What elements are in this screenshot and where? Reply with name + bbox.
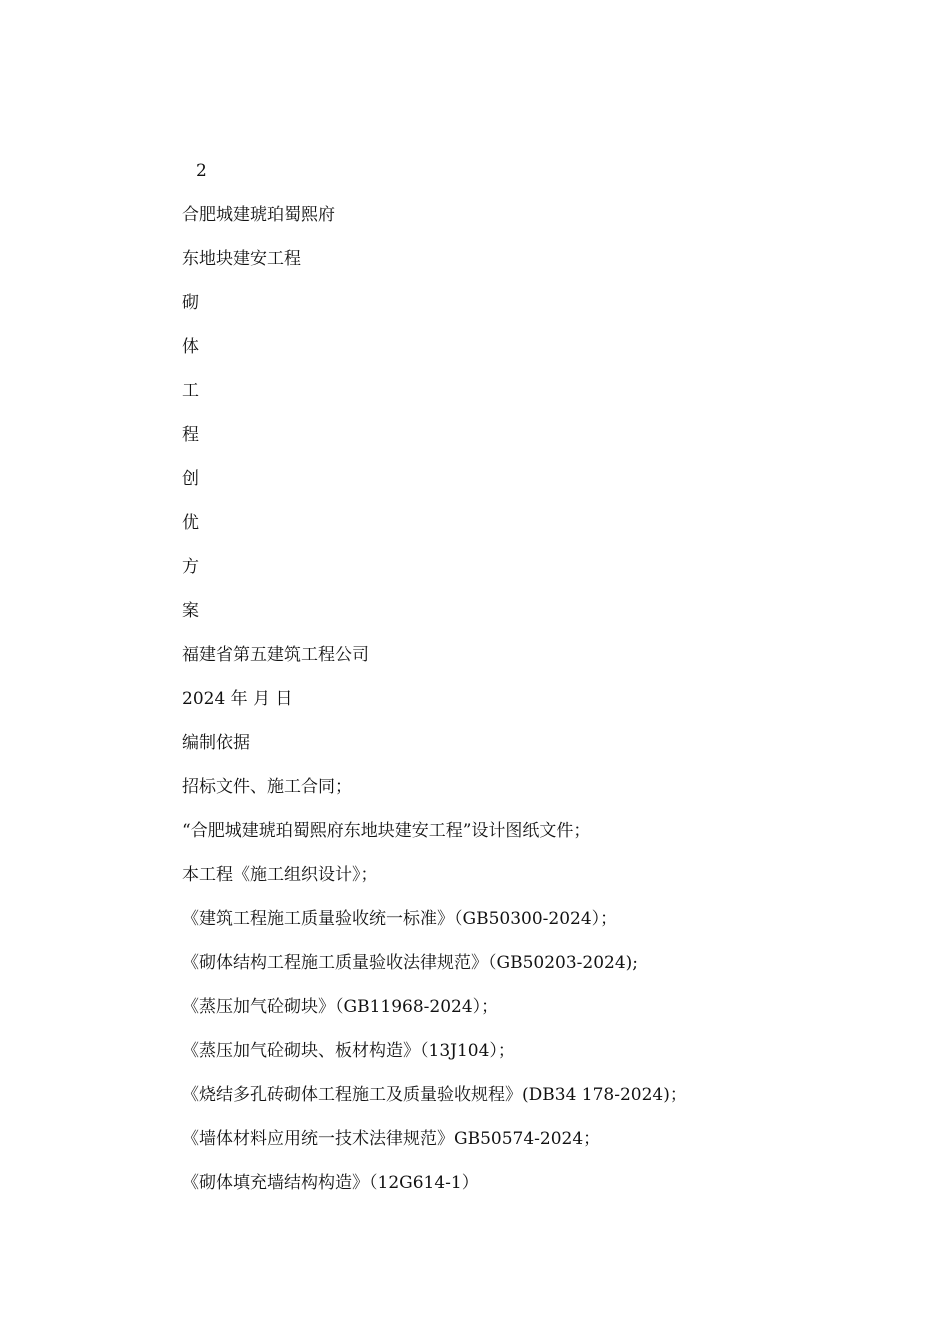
- basis-item: 《蒸压加气砼砌块、板材构造》（13J104）；: [182, 1041, 515, 1061]
- basis-item: “合肥城建琥珀蜀熙府东地块建安工程”设计图纸文件；: [182, 821, 591, 841]
- project-name-line-2: 东地块建安工程: [182, 249, 301, 269]
- basis-item: 《砌体结构工程施工质量验收法律规范》（GB50203-2024);: [182, 953, 639, 973]
- title-char-4: 程: [182, 425, 199, 445]
- basis-item: 本工程《施工组织设计》；: [182, 865, 378, 885]
- company-name: 福建省第五建筑工程公司: [182, 645, 369, 665]
- basis-item: 《建筑工程施工质量验收统一标准》（GB50300-2024）；: [182, 909, 618, 929]
- title-char-7: 方: [182, 557, 199, 577]
- document-content: [182, 158, 882, 1214]
- title-char-2: 体: [182, 337, 199, 357]
- date-line: 2024 年 月 日: [182, 689, 293, 709]
- section-heading-basis: 编制依据: [182, 733, 250, 753]
- page-number: 2: [196, 161, 207, 181]
- basis-item: 《烧结多孔砖砌体工程施工及质量验收规程》(DB34 178-2024)；: [182, 1085, 687, 1105]
- title-char-8: 案: [182, 601, 199, 621]
- basis-item: 《砌体填充墙结构构造》（12G614-1）: [182, 1173, 479, 1193]
- basis-item: 《蒸压加气砼砌块》（GB11968-2024）；: [182, 997, 499, 1017]
- title-char-6: 优: [182, 513, 199, 533]
- basis-item: 招标文件、施工合同；: [182, 777, 352, 797]
- title-char-5: 创: [182, 469, 199, 489]
- basis-item: 《墙体材料应用统一技术法律规范》GB50574-2024；: [182, 1129, 601, 1149]
- title-char-1: 砌: [182, 293, 199, 313]
- title-char-3: 工: [182, 381, 199, 401]
- project-name-line-1: 合肥城建琥珀蜀熙府: [182, 205, 335, 225]
